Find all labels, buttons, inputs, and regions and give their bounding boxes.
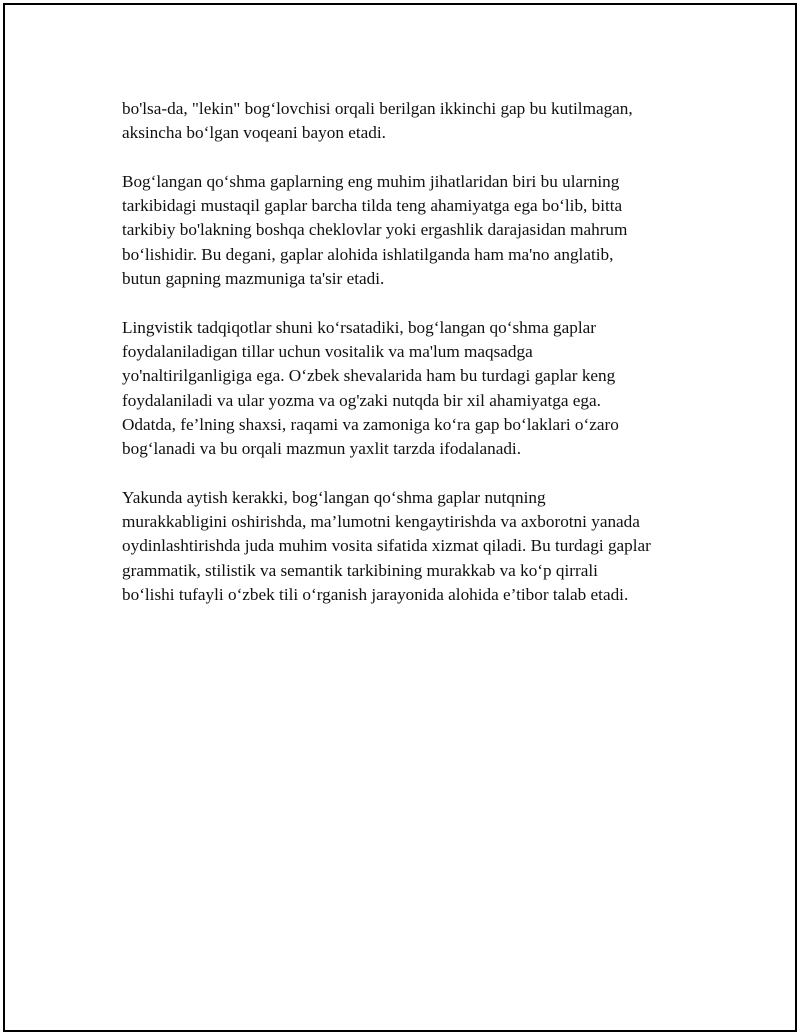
paragraph-4 [122, 486, 697, 607]
text-line: yo'naltirilganligiga ega. O‘zbek shevalarida ham bu turdagi gaplar keng [122, 366, 616, 386]
text-line: bog‘lanadi va bu orqali mazmun yaxlit tarzda ifodalanadi. [122, 439, 521, 459]
text-line: Lingvistik tadqiqotlar shuni ko‘rsatadiki, bog‘langan qo‘shma gaplar [122, 317, 596, 337]
text-line: aksincha bo‘lgan voqeani bayon etadi. [122, 123, 386, 143]
paragraph-1 [122, 97, 697, 146]
document-body [122, 97, 697, 632]
text-line: oydinlashtirishda juda muhim vosita sifatida xizmat qiladi. Bu turdagi gaplar [122, 536, 651, 556]
text-line: Odatda, fe’lning shaxsi, raqami va zamoniga ko‘ra gap bo‘laklari o‘zaro [122, 414, 619, 434]
text-line: foydalaniladi va ular yozma va og'zaki nutqda bir xil ahamiyatga ega. [122, 390, 601, 410]
text-line: tarkibidagi mustaqil gaplar barcha tilda teng ahamiyatga ega bo‘lib, bitta [122, 196, 623, 216]
text-line: tarkibiy bo'lakning boshqa cheklovlar yoki ergashlik darajasidan mahrum [122, 220, 628, 240]
text-line: butun gapning mazmuniga ta'sir etadi. [122, 269, 385, 289]
text-line: Yakunda aytish kerakki, bog‘langan qo‘shma gaplar nutqning [122, 487, 546, 507]
text-line: bo‘lishi tufayli o‘zbek tili o‘rganish jarayonida alohida e’tibor talab etadi. [122, 584, 629, 604]
text-line: grammatik, stilistik va semantik tarkibining murakkab va ko‘p qirrali [122, 560, 598, 580]
text-line: bo'lsa-da, "lekin" bog‘lovchisi orqali berilgan ikkinchi gap bu kutilmagan, [122, 99, 633, 118]
paragraph-2 [122, 170, 697, 291]
paragraph-3 [122, 316, 697, 462]
page-frame [3, 3, 797, 1032]
text-line: Bog‘langan qo‘shma gaplarning eng muhim jihatlaridan biri bu ularning [122, 171, 620, 191]
text-line: bo‘lishidir. Bu degani, gaplar alohida ishlatilganda ham ma'no anglatib, [122, 244, 614, 264]
text-line: murakkabligini oshirishda, ma’lumotni kengaytirishda va axborotni yanada [122, 512, 640, 532]
text-line: foydalaniladigan tillar uchun vositalik va ma'lum maqsadga [122, 341, 533, 361]
